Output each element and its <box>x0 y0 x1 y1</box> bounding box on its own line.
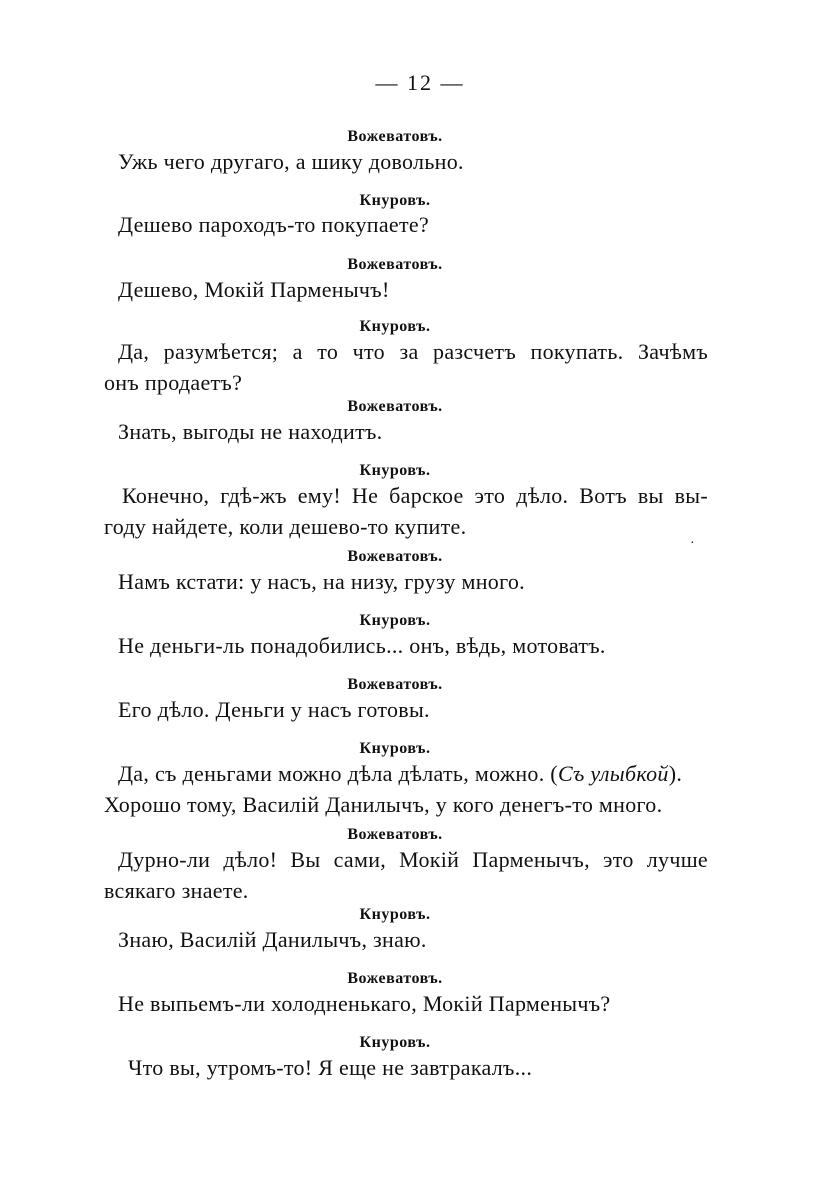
speaker-name: Кнуровъ. <box>359 612 431 629</box>
dialogue-line: Дурно-ли дѣло! Вы сами, Мокій Парменычъ, это лучше <box>118 847 708 872</box>
speaker-name: Вожеватовъ. <box>347 398 443 415</box>
dialogue-line: Дешево, Мокій Парменычъ! <box>118 277 390 302</box>
dialogue-line: Дешево пароходъ-то покупаете? <box>118 212 430 237</box>
dialogue-line: Не деньги-ль понадобились... онъ, вѣдь, мотоватъ. <box>118 633 606 658</box>
speaker-name: Вожеватовъ. <box>347 676 443 693</box>
dialogue-paragraph <box>104 336 708 398</box>
dialogue-line: Знаю, Василій Данилычъ, знаю. <box>118 927 427 952</box>
dialogue-text: Да, съ деньгами можно дѣла дѣлать, можно. ( <box>118 761 558 786</box>
dialogue-text: ). <box>668 761 683 786</box>
dialogue-line: Да, разумѣется; а то что за разсчетъ покупать. Зачѣмъ <box>118 339 708 364</box>
dialogue-line: Ужь чего другаго, а шику довольно. <box>118 149 464 174</box>
speaker-name: Кнуровъ. <box>359 906 431 923</box>
speaker-name: Кнуровъ. <box>359 740 431 757</box>
dialogue-line: Конечно, гдѣ-жъ ему! Не барское это дѣло. Вотъ вы вы- <box>122 483 708 508</box>
speaker-name: Вожеватовъ. <box>347 128 443 145</box>
dialogue-line: Что вы, утромъ-то! Я еще не завтракалъ... <box>128 1055 533 1080</box>
speaker-name: Кнуровъ. <box>359 462 431 479</box>
dialogue-line: Знать, выгоды не находитъ. <box>118 419 383 444</box>
dialogue-line: Хорошо тому, Василій Данилычъ, у кого денегъ-то много. <box>104 792 663 817</box>
speaker-name: Вожеватовъ. <box>347 256 443 273</box>
dialogue-paragraph <box>104 480 708 542</box>
stage-direction: Съ улыбкой <box>557 761 669 786</box>
dialogue-line: Не выпьемъ-ли холодненькаго, Мокій Парменычъ? <box>118 991 611 1016</box>
dialogue-line: Его дѣло. Деньги у насъ готовы. <box>118 697 430 722</box>
print-speck: · <box>690 536 695 551</box>
dialogue-line: онъ продаетъ? <box>104 370 243 395</box>
speaker-name: Вожеватовъ. <box>347 548 443 565</box>
speaker-name: Кнуровъ. <box>359 192 431 209</box>
dialogue-line: году найдете, коли дешево-то купите. <box>104 514 467 539</box>
dialogue-paragraph <box>104 844 708 906</box>
dialogue-line: всякаго знаете. <box>104 878 249 903</box>
speaker-name: Кнуровъ. <box>359 318 431 335</box>
dialogue-line <box>118 758 708 789</box>
dialogue-paragraph <box>104 758 708 820</box>
speaker-name: Кнуровъ. <box>359 1034 431 1051</box>
speaker-name: Вожеватовъ. <box>347 970 443 987</box>
speaker-name: Вожеватовъ. <box>347 826 443 843</box>
page-number: — 12 — <box>375 70 465 95</box>
dialogue-line: Намъ кстати: у насъ, на низу, грузу много. <box>118 569 525 594</box>
